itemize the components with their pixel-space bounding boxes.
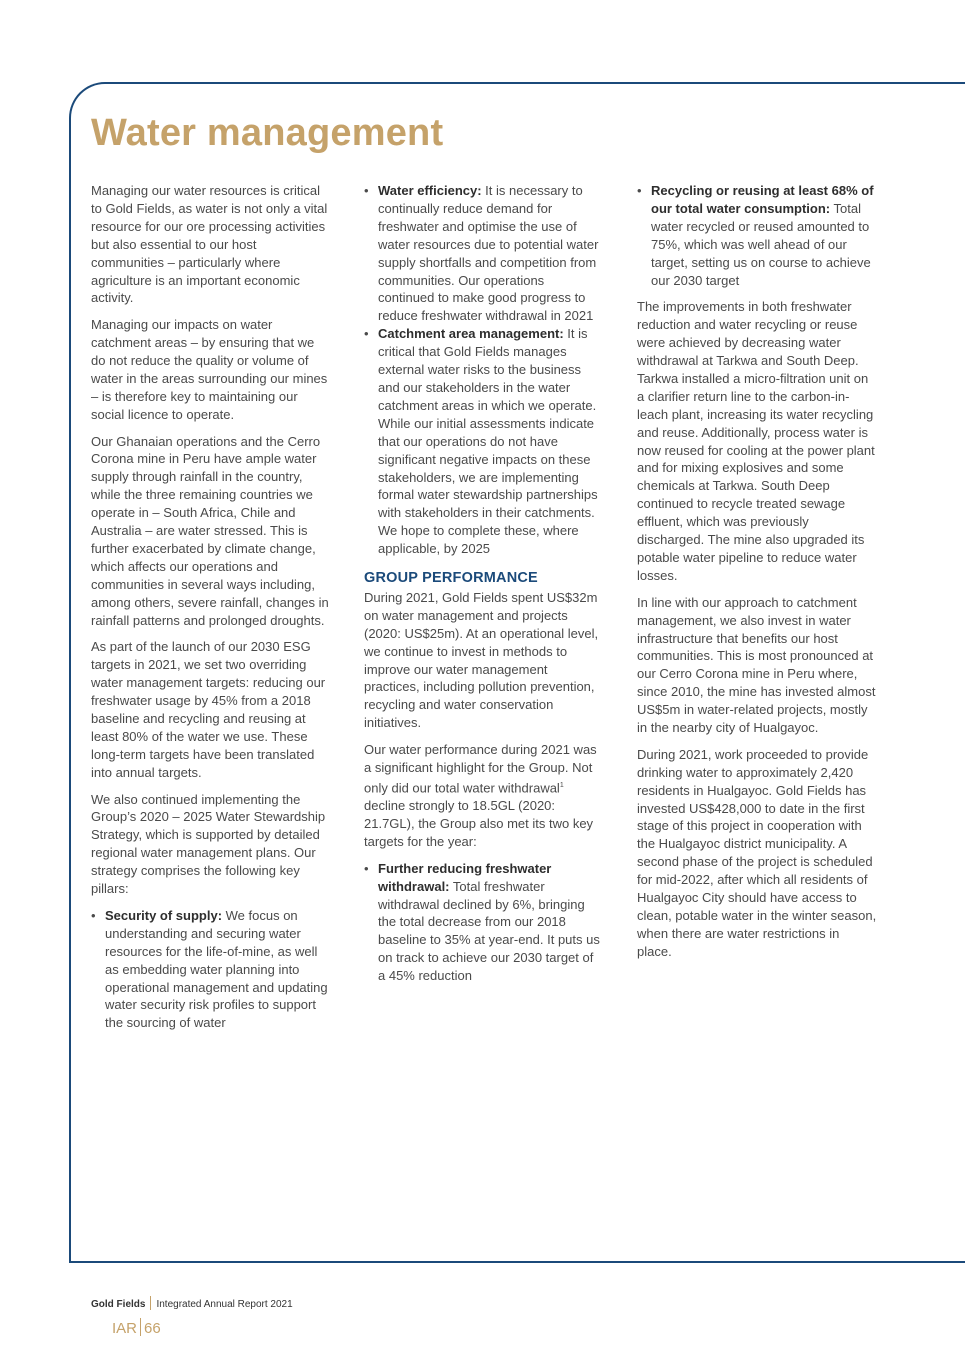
bullet-text: We focus on understanding and securing water resources for the life-of-mine, as well as embedding water planning into operational management and updating water security risk profiles to support the sourcing of water <box>105 907 328 1031</box>
text-run: decline strongly to 18.5GL (2020: 21.7GL), the Group also met its two key targets for the year: <box>364 798 594 849</box>
page-number: 66 <box>144 1320 161 1337</box>
page-title: Water management <box>91 112 444 154</box>
list-item <box>364 860 604 985</box>
footer-brand <box>91 1296 293 1310</box>
targets-list <box>364 860 604 985</box>
column-3 <box>637 182 877 970</box>
footer-divider <box>140 1318 141 1336</box>
list-item <box>91 907 329 1032</box>
targets-list-continued <box>637 182 877 289</box>
paragraph: As part of the launch of our 2030 ESG targets in 2021, we set two overriding water management targets: reducing our freshwater usage by 45% from a 2018 baseline and recycling and reusing at least 80% of the water we use. These long-term targets have been translated into annual targets. <box>91 639 326 780</box>
paragraph: Our Ghanaian operations and the Cerro Corona mine in Peru have ample water supply through rainfall in the country, while the three remaining countries we operate in – South Africa, Chile and Australia – are water stressed. This is further exacerbated by climate change, which affects our operations and communities in several ways including, among others, severe rainfall, changes in rainfall patterns and prolonged droughts. <box>91 433 329 628</box>
footnote-marker: 1 <box>559 781 564 789</box>
bullet-text: It is necessary to continually reduce demand for freshwater and optimise the use of water resources due to potential water supply shortfalls and competition from communities. Our operations continued to make good progress to reduce freshwater withdrawal in 2021 <box>378 183 599 324</box>
company-name: Gold Fields <box>91 1299 146 1310</box>
footer-divider <box>150 1296 151 1310</box>
paragraph: We also continued implementing the Group’s 2020 – 2025 Water Stewardship Strategy, which is supported by detailed regional water management plans. Our strategy comprises the following key pillars: <box>91 791 326 897</box>
report-name: Integrated Annual Report 2021 <box>156 1299 293 1310</box>
bullet-text: Total freshwater withdrawal declined by 6%, bringing the total decrease from our 2018 baseline to 35% at year-end. It puts us on track to achieve our 2030 target of a 45% reduction <box>378 878 600 984</box>
pillars-list-continued <box>364 182 604 558</box>
column-1 <box>91 182 329 1041</box>
bullet-text: Total water recycled or reused amounted to 75%, which was well ahead of our target, setting us on course to achieve our 2030 target <box>651 200 871 288</box>
bullet-label: Security of supply: <box>105 907 223 923</box>
footer-page-number <box>112 1318 161 1337</box>
paragraph: In line with our approach to catchment management, we also invest in water infrastructure that benefits our host communities. This is most pronounced at our Cerro Corona mine in Peru where, since 2010, the mine has invested almost US$5m in water-related projects, mostly in the nearby city of Hualgayoc. <box>637 594 876 736</box>
column-2 <box>364 182 604 994</box>
text-run: Our water performance during 2021 was a significant highlight for the Group. Not only did our total water withdrawal <box>364 742 597 796</box>
paragraph <box>364 741 604 851</box>
paragraph: During 2021, work proceeded to provide drinking water to approximately 2,420 residents in Hualgayoc. Gold Fields has invested US$428,000 to date in the first stage of this project in cooperation with the Hualgayoc district municipality. A second phase of the project is scheduled for mid-2022, after which all residents of Hualgayoc City should have access to clean, potable water in the winter season, when there are water restrictions in place. <box>637 746 877 959</box>
section-heading: GROUP PERFORMANCE <box>364 570 538 587</box>
section-code: IAR <box>112 1320 138 1337</box>
pillars-list <box>91 907 329 1032</box>
list-item <box>364 182 604 325</box>
paragraph: Managing our impacts on water catchment areas – by ensuring that we do not reduce the quality or volume of water in the areas surrounding our mines – is therefore key to maintaining our social licence to operate. <box>91 317 328 422</box>
list-item <box>637 182 877 289</box>
bullet-text: It is critical that Gold Fields manages external water risks to the business and our stakeholders in the water catchment areas in which we operate. While our initial assessments indicate that our operations do not have significant negative impacts on these stakeholders, we are implementing formal water stewardship partnerships with stakeholders in their catchments. We hope to complete these, where applicable, by 2025 <box>378 326 598 557</box>
paragraph: During 2021, Gold Fields spent US$32m on water management and projects (2020: US$25m). At an operational level, we continue to invest in methods to improve our water management practices, including pollution prevention, recycling and water conservation initiatives. <box>364 589 599 731</box>
paragraph: Managing our water resources is critical to Gold Fields, as water is not only a vital resource for our ore processing activities but also essential to our host communities – particularly where agriculture is an important economic activity. <box>91 183 328 306</box>
bullet-label: Water efficiency: <box>378 183 482 198</box>
bullet-label: Further reducing freshwater withdrawal: <box>378 860 552 894</box>
bullet-label: Catchment area management: <box>378 326 564 342</box>
list-item <box>364 325 604 558</box>
paragraph: The improvements in both freshwater reduction and water recycling or reuse were achieved by decreasing water withdrawal at Tarkwa and South Deep. Tarkwa installed a micro-filtration unit on a clarifier return line to the carbon-in-leach plant, increasing its water recycling and reuse. Additionally, process water is now reused for cooling at the power plant and for mixing explosives and some chemicals at Tarkwa. South Deep continued to recycle treated sewage effluent, which was previously discharged. The mine also upgraded its potable water pipeline to reduce water losses. <box>637 299 875 583</box>
bullet-label: Recycling or reusing at least 68% of our total water consumption: <box>651 183 874 216</box>
